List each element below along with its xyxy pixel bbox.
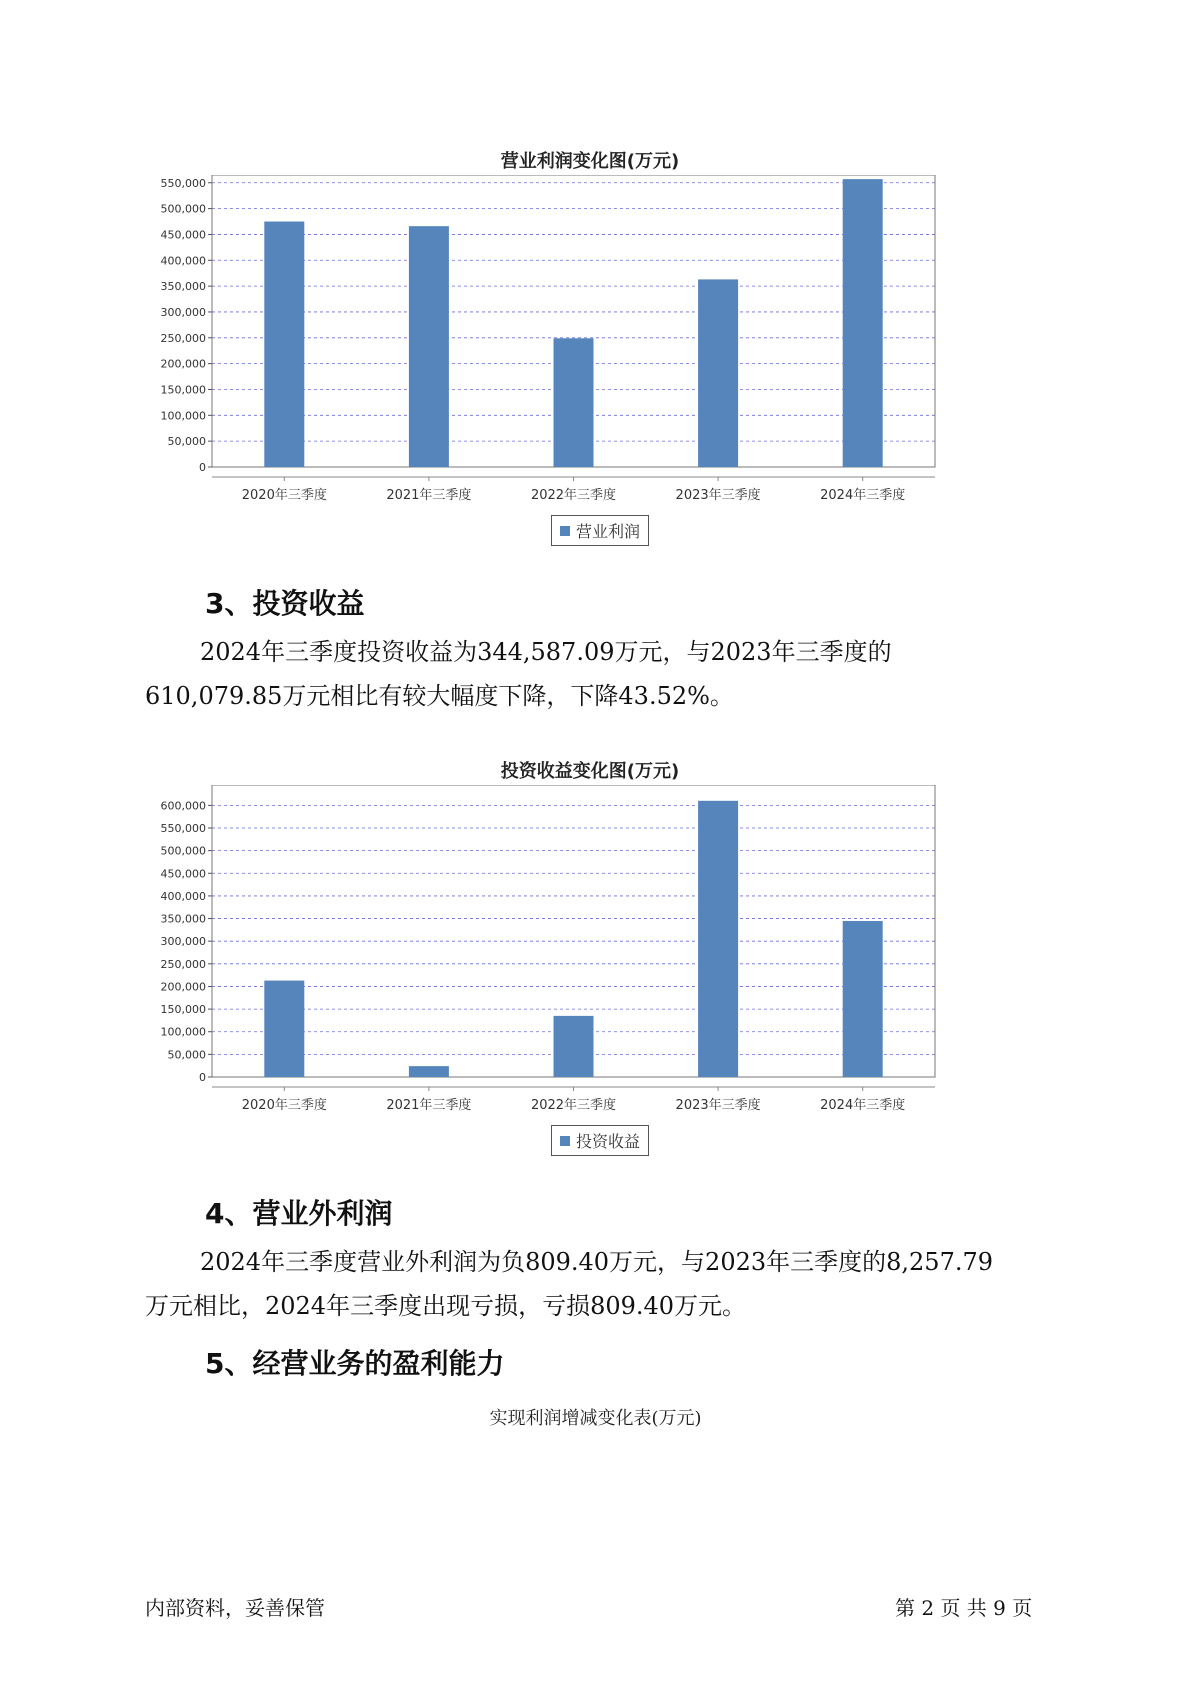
investment-income-chart: [150, 745, 1030, 1165]
y-tick-label: 550,000: [160, 822, 206, 836]
y-tick-label: 200,000: [160, 357, 206, 371]
y-tick-label: 100,000: [160, 1025, 206, 1039]
x-tick-label: 2022年三季度: [530, 1098, 617, 1113]
footer-page-number: 第 2 页 共 9 页: [895, 1596, 1033, 1620]
y-tick-label: 350,000: [160, 280, 206, 294]
legend-swatch: [560, 526, 570, 536]
bar: [264, 981, 304, 1077]
paragraph-line: 2024年三季度投资收益为344,587.09万元，与2023年三季度的: [200, 638, 892, 666]
y-tick-label: 500,000: [160, 844, 206, 858]
y-tick-label: 400,000: [160, 889, 206, 903]
y-tick-label: 550,000: [160, 176, 206, 190]
x-tick-label: 2024年三季度: [820, 488, 906, 503]
paragraph-line: 2024年三季度营业外利润为负809.40万元，与2023年三季度的8,257.79: [200, 1248, 994, 1276]
investment-income-plot: [150, 785, 1030, 1155]
chart-legend: [551, 515, 649, 546]
x-tick-label: 2023年三季度: [675, 1098, 761, 1113]
paragraph-line: 万元相比，2024年三季度出现亏损，亏损809.40万元。: [145, 1292, 747, 1320]
bar: [698, 279, 738, 467]
y-tick-label: 300,000: [160, 305, 206, 319]
legend-swatch: [560, 1136, 570, 1146]
operating-profit-plot: [150, 175, 1030, 545]
x-tick-label: 2022年三季度: [530, 488, 617, 503]
non-operating-paragraph: [145, 1240, 1075, 1328]
bar: [409, 226, 449, 467]
legend-label: 营业利润: [576, 522, 641, 541]
y-tick-label: 0: [199, 461, 206, 474]
bar: [554, 338, 594, 467]
x-tick-label: 2020年三季度: [241, 1098, 327, 1113]
x-tick-label: 2021年三季度: [386, 1098, 472, 1113]
y-tick-label: 250,000: [160, 331, 206, 345]
investment-paragraph: [145, 630, 1075, 718]
y-tick-label: 450,000: [160, 228, 206, 242]
y-tick-label: 150,000: [160, 1003, 206, 1017]
bar: [409, 1066, 449, 1077]
section-heading-profitability: 5、经营业务的盈利能力: [205, 1347, 505, 1380]
y-tick-label: 350,000: [160, 912, 206, 926]
y-tick-label: 500,000: [160, 202, 206, 216]
y-tick-label: 450,000: [160, 867, 206, 881]
bar: [554, 1016, 594, 1077]
bar: [264, 222, 304, 467]
x-tick-label: 2021年三季度: [386, 488, 472, 503]
footer-confidential: 内部资料，妥善保管: [145, 1596, 325, 1620]
table-caption: 实现利润增减变化表(万元): [489, 1408, 702, 1429]
operating-profit-chart: [150, 135, 1030, 555]
y-tick-label: 300,000: [160, 935, 206, 949]
chart-title: 营业利润变化图(万元): [500, 151, 680, 172]
y-tick-label: 200,000: [160, 980, 206, 994]
x-tick-label: 2024年三季度: [820, 1098, 906, 1113]
y-tick-label: 100,000: [160, 409, 206, 423]
x-tick-label: 2023年三季度: [675, 488, 761, 503]
paragraph-line: 610,079.85万元相比有较大幅度下降，下降43.52%。: [145, 682, 734, 710]
bar: [843, 179, 883, 467]
section-heading-non-operating: 4、营业外利润: [205, 1197, 393, 1230]
y-tick-label: 400,000: [160, 254, 206, 268]
y-tick-label: 50,000: [167, 1048, 206, 1062]
bar: [843, 921, 883, 1077]
chart-legend: [551, 1125, 649, 1156]
y-tick-label: 150,000: [160, 383, 206, 397]
y-tick-label: 50,000: [167, 435, 206, 449]
x-tick-label: 2020年三季度: [241, 488, 327, 503]
y-tick-label: 0: [199, 1071, 206, 1084]
y-tick-label: 600,000: [160, 799, 206, 813]
chart-title: 投资收益变化图(万元): [500, 761, 680, 782]
y-tick-label: 250,000: [160, 957, 206, 971]
bar: [698, 801, 738, 1077]
section-heading-investment: 3、投资收益: [205, 587, 365, 620]
legend-label: 投资收益: [576, 1132, 641, 1151]
